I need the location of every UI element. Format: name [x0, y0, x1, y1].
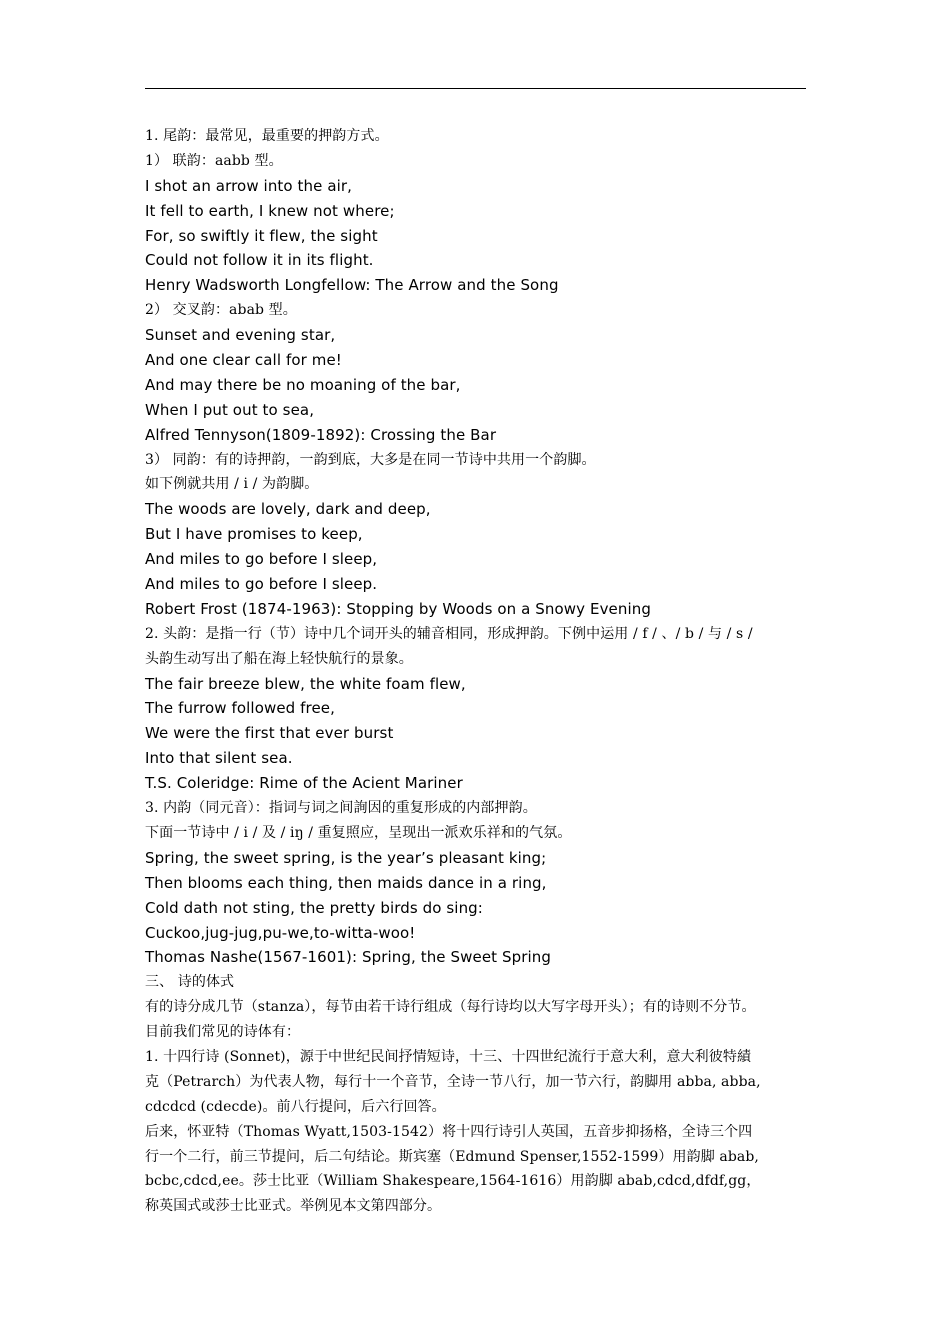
text-line: Cold dath not sting, the pretty birds do sing: [145, 898, 483, 917]
text-line: I shot an arrow into the air, [145, 176, 353, 195]
text-line: We were the first that ever burst [145, 724, 394, 743]
document-body [145, 124, 810, 1219]
text-line: Alfred Tennyson(1809-1892): Crossing the Bar [145, 425, 497, 444]
text-line: Into that silent sea. [145, 749, 293, 768]
text-line: 如下例就共用 / i / 为韵脚。 [145, 476, 319, 493]
text-line: And may there be no moaning of the bar, [145, 375, 461, 394]
text-line: 3. 内韵（同元音）：指词与词之间詢因的重复形成的内部押韵。 [145, 800, 537, 817]
header-rule [145, 88, 806, 89]
text-line: T.S. Coleridge: Rime of the Acient Mariner [145, 774, 463, 793]
text-line: But I have promises to keep, [145, 525, 363, 544]
text-line: 2. 头韵：是指一行（节）诗中几个词开头的辅音相同，形成押韵。下例中运用 / f / 、/ b / 与 / s / [145, 625, 753, 642]
section-heading: 三、 诗的体式 [145, 974, 235, 991]
text-line: 3） 同韵：有的诗押韵，一韵到底，大多是在同一节诗中共用一个韵脚。 [145, 451, 596, 468]
text-line: 下面一节诗中 / i / 及 / iŋ / 重复照应，呈现出一派欢乐祥和的气氛。 [145, 824, 572, 841]
text-line: 有的诗分成几节（stanza），每节由若干诗行组成（每行诗均以大写字母开头）；有的诗则不分节。 [145, 999, 756, 1016]
text-line: It fell to earth, I knew not where; [145, 201, 395, 220]
text-line: 克（Petrarch）为代表人物，每行十一个音节，全诗一节八行，加一节六行，韵脚用 abba, abba, [145, 1073, 761, 1090]
text-line: Sunset and evening star, [145, 326, 336, 345]
text-line: 行一个二行，前三节提问，后二句结论。斯宾塞（Edmund Spenser,1552-1599）用韵脚 abab, [145, 1148, 759, 1165]
text-line: 称英国式或莎士比亚式。举例见本文第四部分。 [145, 1198, 442, 1215]
text-line: When I put out to sea, [145, 400, 315, 419]
text-line: 1. 尾韵：最常见，最重要的押韵方式。 [145, 128, 389, 144]
text-line: 头韵生动写出了船在海上轻快航行的景象。 [145, 650, 413, 667]
text-line: Thomas Nashe(1567-1601): Spring, the Sweet Spring [145, 948, 552, 967]
text-line: Cuckoo,jug-jug,pu-we,to-witta-woo! [145, 923, 416, 942]
text-line: The fair breeze blew, the white foam flew, [145, 674, 466, 693]
text-line: 目前我们常见的诗体有： [145, 1024, 301, 1041]
text-line: Could not follow it in its flight. [145, 251, 374, 270]
text-line: Robert Frost (1874-1963): Stopping by Woods on a Snowy Evening [145, 599, 651, 618]
text-line: And one clear call for me! [145, 351, 342, 370]
text-line: 1） 联韵：aabb 型。 [145, 152, 283, 169]
text-line: And miles to go before I sleep, [145, 550, 378, 569]
text-line: Then blooms each thing, then maids dance in a ring, [145, 873, 547, 892]
text-line: The woods are lovely, dark and deep, [145, 500, 431, 519]
text-line: 后来，怀亚特（Thomas Wyatt,1503-1542）将十四行诗引人英国，五音步抑扬格，全诗三个四 [145, 1123, 753, 1140]
text-line: The furrow followed free, [145, 699, 336, 718]
text-line: Spring, the sweet spring, is the year’s pleasant king; [145, 848, 547, 867]
text-line: 1. 十四行诗 (Sonnet)，源于中世纪民间抒情短诗，十三、十四世纪流行于意大利，意大利彼特績 [145, 1048, 752, 1065]
text-line: Henry Wadsworth Longfellow: The Arrow and the Song [145, 276, 559, 295]
text-line: For, so swiftly it flew, the sight [145, 226, 378, 245]
text-line: cdcdcd (cdecde)。前八行提问，后六行回答。 [145, 1098, 446, 1115]
text-line: bcbc,cdcd,ee。莎士比亚（William Shakespeare,1564-1616）用韵脚 abab,cdcd,dfdf,gg， [145, 1173, 761, 1190]
text-line: 2） 交叉韵：abab 型。 [145, 302, 297, 319]
text-line: And miles to go before I sleep. [145, 575, 378, 594]
